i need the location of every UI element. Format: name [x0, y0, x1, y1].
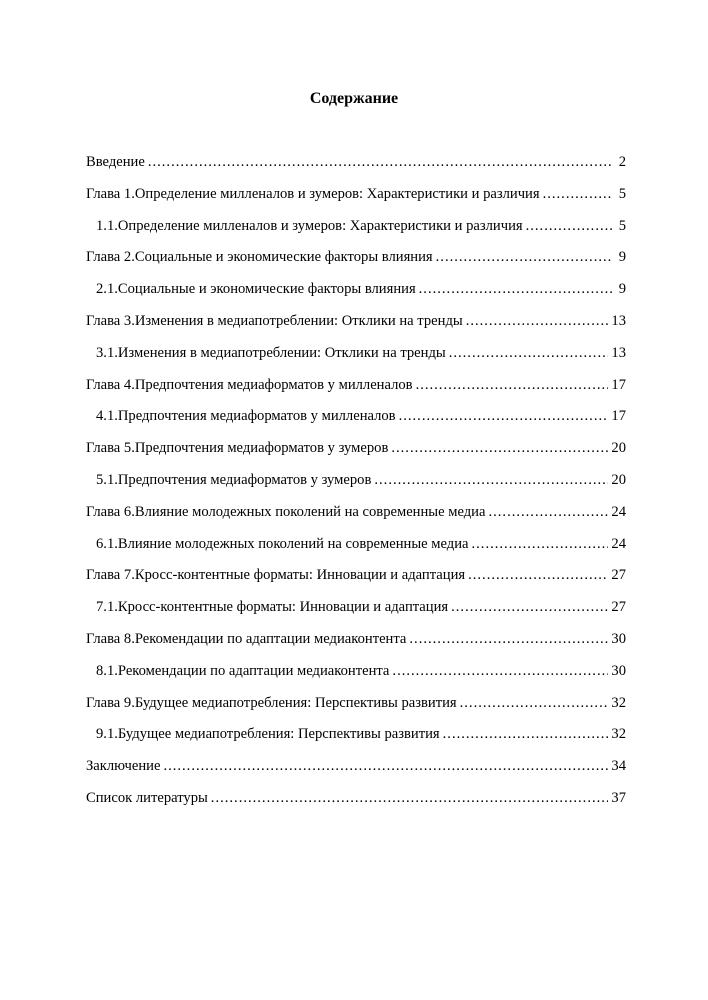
- toc-page-number: 13: [611, 312, 626, 329]
- toc-entry-title[interactable]: Глава 7.Кросс-контентные форматы: Инновации и адаптация: [86, 567, 466, 584]
- toc-entry[interactable]: [86, 375, 626, 407]
- toc-entry-title[interactable]: Глава 4.Предпочтения медиаформатов у милленалов: [86, 376, 413, 393]
- toc-page-number: 37: [611, 789, 626, 806]
- toc-page-number: 5: [618, 217, 626, 234]
- toc-subentry[interactable]: [86, 597, 626, 629]
- toc-page-number: 17: [611, 408, 626, 425]
- toc-subentry[interactable]: [86, 406, 626, 438]
- toc-page-number: 2: [618, 154, 626, 170]
- toc-page-number: 24: [611, 535, 626, 552]
- toc-entry-title[interactable]: 2.1.Социальные и экономические факторы влияния: [96, 281, 416, 298]
- dot-leader: [468, 565, 608, 585]
- toc-entry[interactable]: [86, 565, 626, 597]
- dot-leader: [399, 406, 609, 426]
- toc-subentry[interactable]: [86, 724, 626, 756]
- dot-leader: [148, 152, 613, 172]
- toc-entry-title[interactable]: Глава 5.Предпочтения медиаформатов у зумеров: [86, 440, 389, 457]
- dot-leader: [449, 343, 609, 363]
- toc-page-number: 24: [611, 503, 626, 520]
- toc-subentry[interactable]: [86, 661, 626, 693]
- toc-entry-title[interactable]: Заключение: [86, 758, 161, 775]
- toc-entry-title[interactable]: 4.1.Предпочтения медиаформатов у милленалов: [96, 408, 396, 425]
- toc-entry-title[interactable]: Глава 3.Изменения в медиапотреблении: Отклики на тренды: [86, 312, 463, 329]
- dot-leader: [472, 534, 609, 554]
- toc-entry[interactable]: [86, 152, 626, 184]
- toc-page-number: 17: [611, 376, 626, 393]
- toc-entry-title[interactable]: Глава 8.Рекомендации по адаптации медиаконтента: [86, 630, 407, 647]
- toc-subentry[interactable]: [86, 216, 626, 248]
- toc-page-number: 20: [611, 440, 626, 457]
- toc-entry-title[interactable]: Глава 9.Будущее медиапотребления: Перспективы развития: [86, 694, 457, 711]
- toc-entry-title[interactable]: Глава 1.Определение милленалов и зумеров: Характеристики и различия: [86, 185, 540, 202]
- toc-entry-title[interactable]: 5.1.Предпочтения медиаформатов у зумеров: [96, 471, 372, 488]
- toc-entry[interactable]: [86, 502, 626, 534]
- toc-page-number: 30: [611, 630, 626, 647]
- dot-leader: [543, 184, 613, 204]
- toc-page-number: 32: [611, 726, 626, 743]
- toc-subentry[interactable]: [86, 279, 626, 311]
- toc-entry[interactable]: [86, 756, 626, 788]
- toc-page-number: 34: [611, 758, 626, 775]
- toc-page-number: 30: [611, 662, 626, 679]
- toc-page-number: 13: [611, 344, 626, 361]
- toc-entry-title[interactable]: 1.1.Определение милленалов и зумеров: Характеристики и различия: [96, 217, 523, 234]
- dot-leader: [163, 756, 608, 776]
- dot-leader: [443, 724, 609, 744]
- dot-leader: [374, 470, 608, 490]
- toc-page-number: 32: [611, 694, 626, 711]
- table-of-contents: [86, 152, 626, 820]
- toc-entry[interactable]: [86, 629, 626, 661]
- dot-leader: [451, 597, 608, 617]
- toc-entry[interactable]: [86, 311, 626, 343]
- toc-page-number: 27: [611, 599, 626, 616]
- toc-subentry[interactable]: [86, 343, 626, 375]
- toc-subentry[interactable]: [86, 534, 626, 566]
- toc-entry-title[interactable]: Глава 2.Социальные и экономические факторы влияния: [86, 249, 433, 266]
- dot-leader: [419, 279, 613, 299]
- toc-page-number: 20: [611, 471, 626, 488]
- dot-leader: [392, 661, 608, 681]
- toc-page-number: 9: [618, 249, 626, 266]
- toc-entry-title[interactable]: Глава 6.Влияние молодежных поколений на современные медиа: [86, 503, 486, 520]
- dot-leader: [460, 693, 609, 713]
- toc-entry-title[interactable]: Список литературы: [86, 789, 208, 806]
- toc-page-number: 27: [611, 567, 626, 584]
- toc-page-number: 9: [618, 281, 626, 298]
- toc-entry[interactable]: [86, 184, 626, 216]
- toc-entry[interactable]: [86, 693, 626, 725]
- dot-leader: [211, 788, 609, 808]
- dot-leader: [409, 629, 608, 649]
- page-title: Содержание: [309, 90, 399, 107]
- toc-entry-title[interactable]: 8.1.Рекомендации по адаптации медиаконтента: [96, 662, 390, 679]
- toc-page-number: 5: [618, 185, 626, 202]
- dot-leader: [436, 247, 613, 267]
- toc-entry-title[interactable]: 6.1.Влияние молодежных поколений на современные медиа: [96, 535, 469, 552]
- dot-leader: [466, 311, 609, 331]
- toc-entry-title[interactable]: 7.1.Кросс-контентные форматы: Инновации и адаптация: [96, 599, 449, 616]
- toc-entry[interactable]: [86, 788, 626, 820]
- dot-leader: [488, 502, 608, 522]
- toc-subentry[interactable]: [86, 470, 626, 502]
- toc-entry[interactable]: [86, 438, 626, 470]
- toc-entry-title[interactable]: Введение: [86, 154, 145, 170]
- toc-entry[interactable]: [86, 247, 626, 279]
- toc-entry-title[interactable]: 3.1.Изменения в медиапотреблении: Отклики на тренды: [96, 344, 446, 361]
- dot-leader: [526, 216, 613, 236]
- dot-leader: [416, 375, 609, 395]
- dot-leader: [391, 438, 608, 458]
- toc-entry-title[interactable]: 9.1.Будущее медиапотребления: Перспективы развития: [96, 726, 440, 743]
